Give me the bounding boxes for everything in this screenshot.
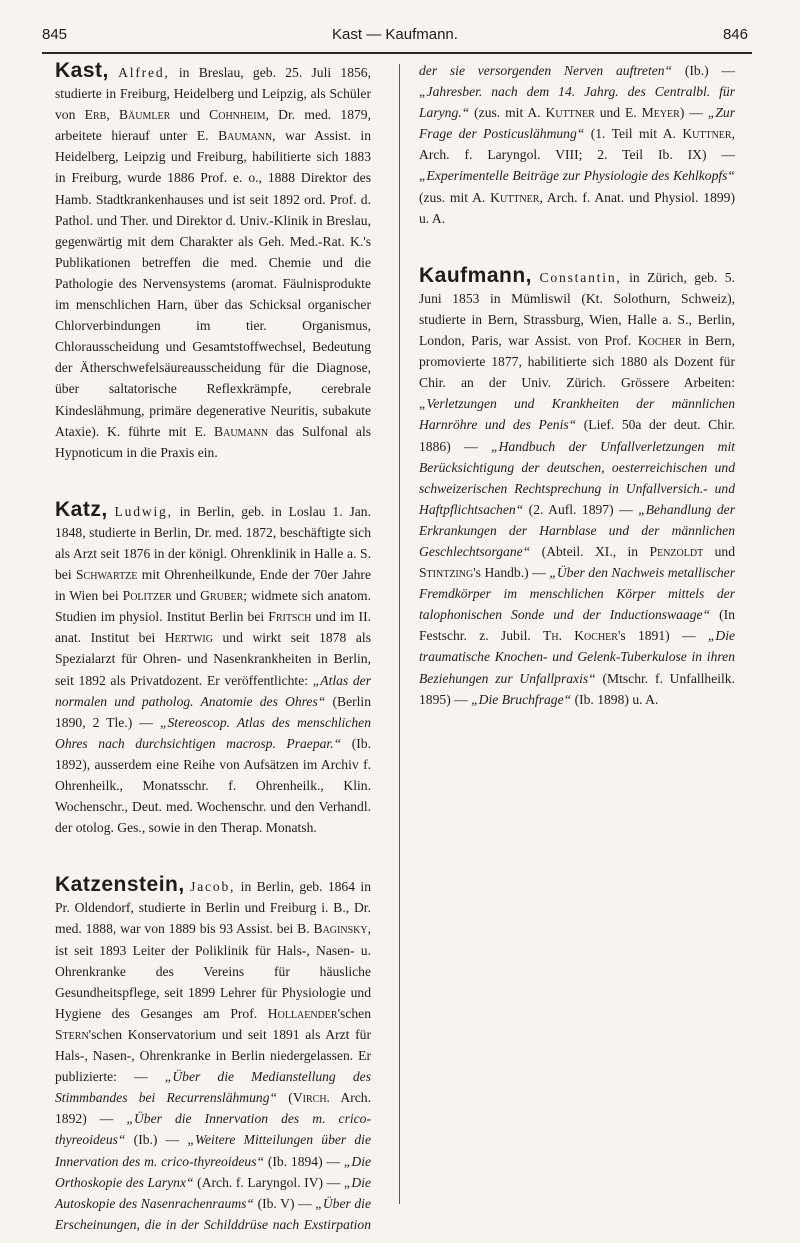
publication-title: „Über den Nachweis metallischer Fremdkörper im menschlichen Körper mittels der talophonischen Sonde und der Inductionswaage“ xyxy=(419,565,735,623)
person-name: Kuttner xyxy=(545,105,595,121)
person-name: Stintzing xyxy=(419,565,474,581)
person-name: Bäumler xyxy=(118,107,171,123)
publication-title: „Die Autoskopie des Nasenrachenraums“ xyxy=(55,1174,371,1211)
publication-title: „Über die Medianstellung des Stimmbandes bei Recurrenslähmung“ xyxy=(55,1069,371,1106)
person-name: Meyer xyxy=(641,105,680,121)
person-name: Baginsky xyxy=(313,921,368,937)
person-name: Kocher xyxy=(637,333,682,349)
entry-surname: Katzenstein, xyxy=(55,873,185,897)
running-title: Kast — Kaufmann. xyxy=(332,26,458,43)
entry-given-name: Alfred, xyxy=(118,65,170,80)
person-name: Kuttner xyxy=(682,126,732,142)
entry-katz xyxy=(55,499,371,839)
publication-title: „Handbuch der Unfallverletzungen mit Berücksichtigung der deutschen, oesterreichischen und schweizerischen Rechtsprechung in Unfallversich.- und Haftpflichtsachen“ xyxy=(419,438,735,517)
person-name: Virch xyxy=(292,1090,327,1106)
entry-text: Katzenstein, Jacob, in Berlin, geb. 1864 in Pr. Oldendorf, studierte in Berlin und Freiburg i. B., Dr. med. 1888, war von 1889 bis 93 Assist. bei B. Baginsky, ist seit 1893 Leiter der Poliklinik für Hals-, Nasen- u. Ohrenkranke des Vereins für häusliche Gesundheitspflege, seit 1899 Lehrer für Physiologie und Hygiene des Gesanges am Prof. Hollaender'schen Stern'schen Konservatorium und seit 1891 als Arzt für Hals-, Nasen-, Ohrenkranke in Berlin niedergelassen. Er publizierte: — „Über die Medianstellung des Stimmbandes bei Recurrenslähmung“ (Virch. Arch. 1892) — „Über die Innervation des m. crico-thyreoideus“ (Ib.) — „Weitere Mitteilungen über die Innervation des m. crico-thyreoideus“ (Ib. 1894) — „Die Orthoskopie des Larynx“ (Arch. f. Laryngol. IV) — „Die Autoskopie des Nasenrachenraums“ (Ib. V) — „Über die Erscheinungen, die in der Schilddrüse nach Exstirpation der sie versorgenden Nerven auftreten“ (Ib.) — „Jahresber. nach dem 14. Jahrg. des Centralbl. für Laryng.“ (zus. mit A. Kuttner und E. Meyer) — „Zur Frage der Posticuslähmung“ (1. Teil mit A. Kuttner, Arch. f. Laryngol. VIII; 2. Teil Ib. IX) — „Experimentelle Beiträge zur Physiologie des Kehlkopfs“ (zus. mit A. Kuttner, Arch. f. Anat. und Physiol. 1899) u. A. xyxy=(55,63,736,1232)
person-name: Kuttner xyxy=(490,189,540,205)
entry-given-name: Constantin, xyxy=(539,269,622,285)
publication-title: „Über die Erscheinungen, die in der Schilddrüse nach Exstirpation der sie versorgenden Nerven auftreten“ xyxy=(55,63,673,1232)
publication-title: „Experimentelle Beiträge zur Physiologie des Kehlkopfs“ xyxy=(419,168,735,184)
flow-wrapper xyxy=(55,60,735,1240)
entry-given-name: Ludwig, xyxy=(114,503,173,519)
publication-title: „Verletzungen und Krankheiten der männlichen Harnröhre und des Penis“ xyxy=(419,396,735,433)
publication-title: „Jahresber. nach dem 14. Jahrg. des Centralbl. für Laryng.“ xyxy=(419,84,735,121)
running-header xyxy=(42,26,748,46)
header-rule xyxy=(42,52,752,54)
person-name: Hollaender xyxy=(267,1005,338,1021)
publication-title: „Zur Frage der Posticuslähmung“ xyxy=(419,105,736,142)
person-name: Baumann xyxy=(218,128,273,144)
person-name: Cohnheim xyxy=(209,107,266,123)
person-name: Fritsch xyxy=(268,609,312,625)
person-name: Schwartze xyxy=(76,567,138,583)
entry-text: Katz, Ludwig, in Berlin, geb. in Loslau 1. Jan. 1848, studierte in Berlin, Dr. med. 1872, beschäftigte sich als Arzt seit 1876 in der königl. Ohrenklinik in Halle a. S. bei Schwartze mit Ohrenheilkunde, Ende der 70er Jahre in Wien bei Politzer und Gruber; widmete sich anatom. Studien im physiol. Institut Berlin bei Fritsch und im II. anat. Institut bei Hertwig und wirkt seit 1878 als Spezialarzt für Ohren- und Nasenkrankheiten in Berlin, seit 1892 als Privatdozent. Er veröffentlichte: „Atlas der normalen und patholog. Anatomie des Ohres“ (Berlin 1890, 2 Tle.) — „Stereoscop. Atlas des menschlichen Ohres nach durchsichtigen macrosp. Praepar.“ (Ib. 1892), ausserdem eine Reihe von Aufsätzen im Archiv f. Ohrenheilk., Monatsschr. f. Ohrenheilk., Klin. Wochenschr., Deut. med. Wochenschr. und den Verhandl. der otolog. Ges., sowie in den Therap. Monatsh. xyxy=(55,497,372,836)
publication-title: „Die traumatische Knochen- und Gelenk-Tuberkulose in ihren Beziehungen zur Unfallpraxis“ xyxy=(419,628,736,686)
entry-text: Kast, Alfred, in Breslau, geb. 25. Juli 1856, studierte in Freiburg, Heidelberg und Leipzig, als Schüler von Erb, Bäumler und Cohnheim, Dr. med. 1879, arbeitete hierauf unter E. Baumann, war Assist. in Heidelberg, Leipzig und Freiburg, habilitierte sich 1883 in Freiburg, wurde 1886 Prof. e. o., 1888 Direktor des Hamb. Stadtkrankenhauses und ist seit 1892 ord. Prof. d. Pathol. und Ther. und Direktor d. Univ.-Klinik in Breslau, gegenwärtig mit dem Charakter als Geh. Med.-Rat. K.'s Publikationen betreffen die med. Chemie und die Pathologie des Nervensystems (aromat. Fäulnisprodukte im menschlichen Harn, über das Schicksal organischer Chlorverbindungen im tier. Organismus, Chlorausscheidung und Gesamtstoffwechsel, Bedeutung der Ätherschwefelsäureausscheidung für die Diagnose, über saltatorische Reflexkrämpfe, cerebrale Kindeslähmung, primäre degenerative Neuritis, subakute Ataxie). K. führte mit E. Baumann das Sulfonal als Hypnoticum in die Praxis ein. xyxy=(55,59,372,460)
person-name: Penzoldt xyxy=(649,543,704,559)
entry-text: Kaufmann, Constantin, in Zürich, geb. 5. Juni 1853 in Mümliswil (Kt. Solothurn, Schweiz), studierte in Bern, Strassburg, Wien, Halle a. S., Berlin, London, Paris, war Assist. von Prof. Kocher in Bern, promovierte 1877, habilitierte sich 1880 als Dozent für Chir. an der Univ. Zürich. Grössere Arbeiten: „Verletzungen und Krankheiten der männlichen Harnröhre und des Penis“ (Lief. 50a der deut. Chir. 1886) — „Handbuch der Unfallverletzungen mit Berücksichtigung der deutschen, oesterreichischen und schweizerischen Rechtsprechung in Unfallversich.- und Haftpflichtsachen“ (2. Aufl. 1897) — „Behandlung der Erkrankungen der Harnblase und der männlichen Geschlechtsorgane“ (Abteil. XI., in Penzoldt und Stintzing's Handb.) — „Über den Nachweis metallischer Fremdkörper im menschlichen Körper mittels der talophonischen Sonde und der Inductionswaage“ (In Festschr. z. Jubil. Th. Kocher's 1891) — „Die traumatische Knochen- und Gelenk-Tuberkulose in ihren Beziehungen zur Unfallpraxis“ (Mtschr. f. Unfallheilk. 1895) — „Die Bruchfrage“ (Ib. 1898) u. A. xyxy=(419,263,736,707)
entry-surname: Kaufmann, xyxy=(419,263,533,287)
person-name: Hertwig xyxy=(164,630,213,646)
entry-surname: Katz, xyxy=(55,497,108,521)
person-name: Politzer xyxy=(122,588,172,604)
publication-title: „Über die Innervation des m. crico-thyreoideus“ xyxy=(55,1111,371,1148)
publication-title: „Die Orthoskopie des Larynx“ xyxy=(55,1153,371,1190)
entry-kast xyxy=(55,60,371,463)
entry-given-name: Jacob, xyxy=(190,879,236,895)
publication-title: „Stereoscop. Atlas des menschlichen Ohres nach durchsichtigen macrosp. Praepar.“ xyxy=(55,714,371,751)
entry-surname: Kast, xyxy=(55,59,109,82)
page-number-right: 846 xyxy=(722,26,748,43)
publication-title: „Die Bruchfrage“ xyxy=(471,691,572,707)
publication-title: „Behandlung der Erkrankungen der Harnblase und der männlichen Geschlechtsorgane“ xyxy=(419,501,735,559)
person-name: Gruber xyxy=(200,588,244,604)
publication-title: „Atlas der normalen und patholog. Anatomie des Ohres“ xyxy=(55,672,372,709)
page-number-left: 845 xyxy=(42,26,68,43)
person-name: Th. Kocher xyxy=(543,628,618,644)
entry-kaufmann xyxy=(419,265,735,710)
publication-title: „Weitere Mitteilungen über die Innervation des m. crico-thyreoideus“ xyxy=(55,1132,371,1169)
person-name: Baumann xyxy=(214,423,269,439)
person-name: Erb xyxy=(84,107,107,123)
person-name: Stern xyxy=(55,1026,89,1042)
